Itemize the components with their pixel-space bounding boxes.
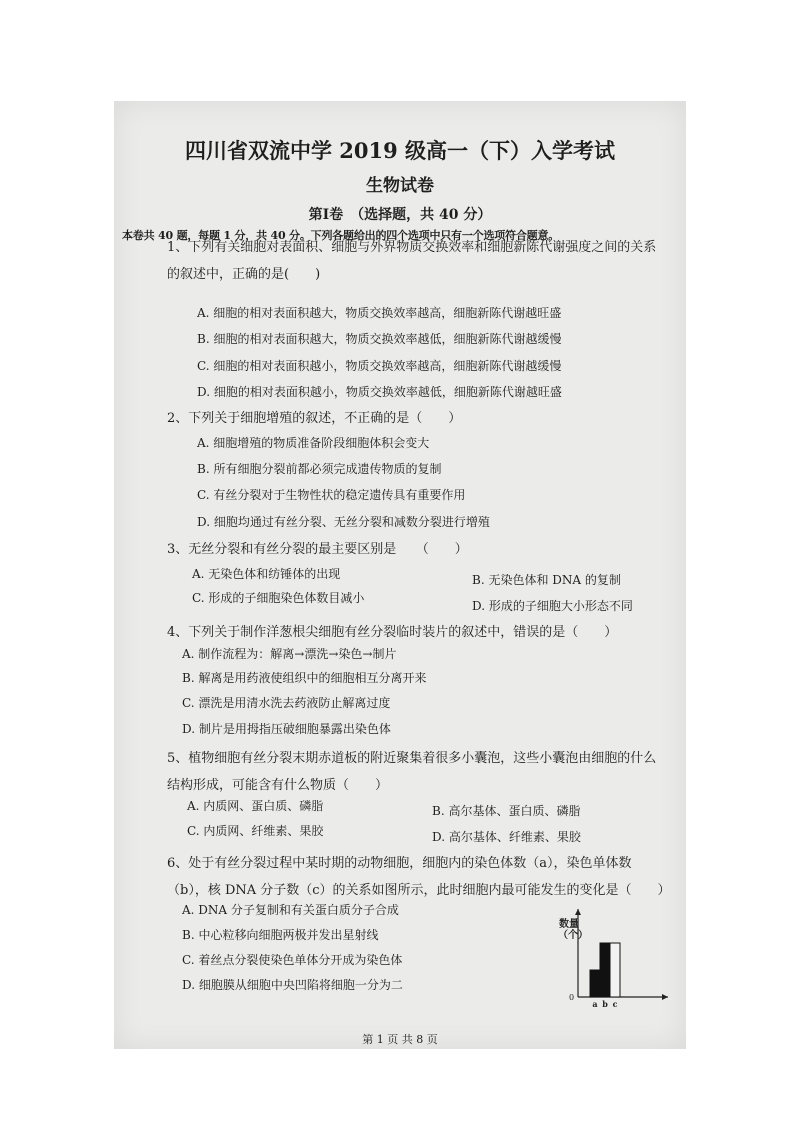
instructions: 本卷共 40 题，每题 1 分，共 40 分。下列各题给出的四个选项中只有一个选项符合题意。 [122, 229, 560, 242]
question-4-option-d: D. 制片是用拇指压破细胞暴露出染色体 [182, 722, 391, 736]
question-2-option-a: A. 细胞增殖的物质准备阶段细胞体积会变大 [197, 436, 430, 450]
question-3-option-d: D. 形成的子细胞大小形态不同 [472, 599, 633, 613]
chart-bar-b [600, 943, 610, 997]
exam-subject: 生物试卷 [366, 176, 434, 196]
question-2-option-d: D. 细胞均通过有丝分裂、无丝分裂和减数分裂进行增殖 [197, 515, 490, 529]
exam-title: 四川省双流中学 2019 级高一（下）入学考试 [184, 138, 616, 163]
question-5-option-a: A. 内质网、蛋白质、磷脂 [187, 799, 324, 813]
question-6-option-a: A. DNA 分子复制和有关蛋白质分子合成 [182, 903, 399, 917]
question-4-option-a: A. 制作流程为：解离→漂洗→染色→制片 [182, 647, 397, 661]
chart-bar-c [610, 943, 620, 997]
question-5-option-d: D. 高尔基体、纤维素、果胶 [432, 830, 581, 844]
question-6-option-d: D. 细胞膜从细胞中央凹陷将细胞一分为二 [182, 978, 403, 992]
chart-y-label: 数量（个） [558, 919, 588, 941]
question-3-option-b: B. 无染色体和 DNA 的复制 [472, 573, 621, 587]
exam-page [114, 101, 686, 1049]
question-5-option-b: B. 高尔基体、蛋白质、磷脂 [432, 804, 581, 818]
question-6-option-b: B. 中心粒移向细胞两极并发出星射线 [182, 928, 379, 942]
question-6-stem: 6、处于有丝分裂过程中某时期的动物细胞，细胞内的染色体数（a），染色单体数（b），核 DNA 分子数（c）的关系如图所示，此时细胞内最可能发生的变化是（ ） [167, 856, 671, 898]
question-3-option-a: A. 无染色体和纺锤体的出现 [192, 567, 341, 581]
section-heading: 第Ⅰ卷 （选择题，共 40 分） [308, 207, 492, 223]
question-6-option-c: C. 着丝点分裂使染色单体分开成为染色体 [182, 953, 403, 967]
chart-category-label-c: c [612, 999, 618, 1009]
question-3-stem: 3、无丝分裂和有丝分裂的最主要区别是 （ ） [167, 542, 468, 557]
chart-x-arrow [662, 994, 668, 1000]
question-1-option-c: C. 细胞的相对表面积越小，物质交换效率越高，细胞新陈代谢越缓慢 [197, 359, 562, 373]
question-1-option-b: B. 细胞的相对表面积越大，物质交换效率越低，细胞新陈代谢越缓慢 [197, 332, 562, 346]
question-5-stem: 5、植物细胞有丝分裂末期赤道板的附近聚集着很多小囊泡，这些小囊泡由细胞的什么结构形成，可能含有什么物质（ ） [167, 751, 657, 793]
question-2-option-b: B. 所有细胞分裂前都必须完成遗传物质的复制 [197, 462, 442, 476]
question-2-stem: 2、下列关于细胞增殖的叙述，不正确的是（ ） [167, 411, 462, 426]
question-2-option-c: C. 有丝分裂对于生物性状的稳定遗传具有重要作用 [197, 488, 466, 502]
chart-category-label-a: a [592, 999, 598, 1009]
question-4-stem: 4、下列关于制作洋葱根尖细胞有丝分裂临时装片的叙述中，错误的是（ ） [167, 625, 618, 640]
question-4-option-b: B. 解离是用药液使组织中的细胞相互分离开来 [182, 671, 427, 685]
question-5-option-c: C. 内质网、纤维素、果胶 [187, 824, 324, 838]
chart-y-arrow [575, 909, 581, 915]
chart-origin-label: 0 [569, 993, 575, 1002]
question-3-option-c: C. 形成的子细胞染色体数目减小 [192, 591, 365, 605]
question-1-stem: 1、下列有关细胞对表面积、细胞与外界物质交换效率和细胞新陈代谢强度之间的关系的叙述中，正确的是( ) [167, 240, 657, 282]
question-4-option-c: C. 漂洗是用清水洗去药液防止解离过度 [182, 696, 391, 710]
page-footer: 第 1 页 共 8 页 [362, 1033, 438, 1046]
chart-category-label-b: b [602, 999, 608, 1009]
question-1-option-d: D. 细胞的相对表面积越小，物质交换效率越低，细胞新陈代谢越旺盛 [197, 385, 562, 399]
chart-bar-a [590, 970, 600, 997]
question-1-option-a: A. 细胞的相对表面积越大，物质交换效率越高，细胞新陈代谢越旺盛 [197, 306, 562, 320]
question-6-bar-chart [556, 903, 676, 1013]
